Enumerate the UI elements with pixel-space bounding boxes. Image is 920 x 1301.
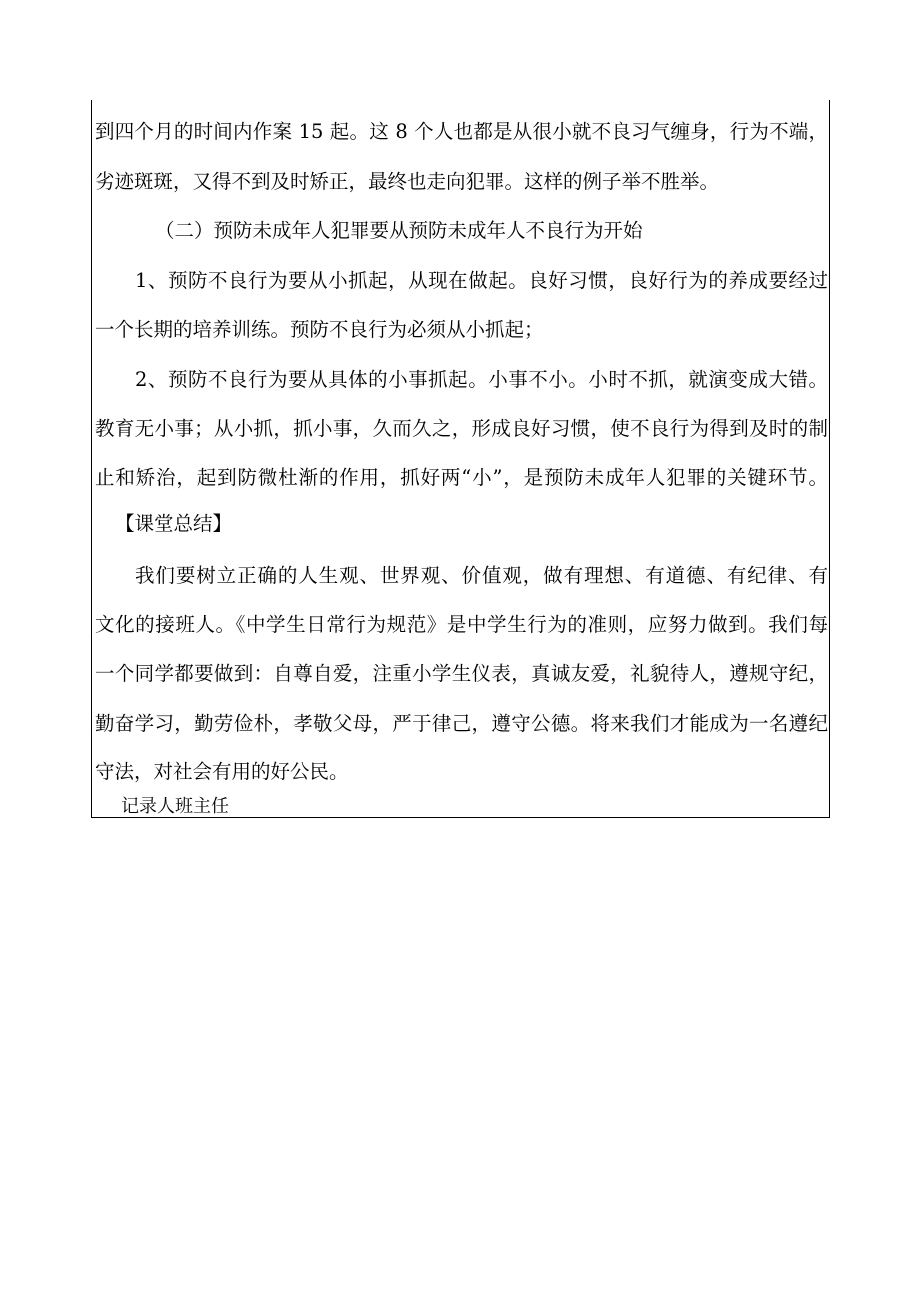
summary-line-1: 我们要树立正确的人生观、世界观、价值观，做有理想、有道德、有纪律、有 xyxy=(135,564,828,587)
paragraph-1-line-1: 到四个月的时间内作案 15 起。这 8 个人也都是从很小就不良习气缠身，行为不端， xyxy=(95,120,828,143)
summary-line-2: 文化的接班人。《中学生日常行为规范》是中学生行为的准则，应努力做到。我们每 xyxy=(95,613,828,636)
summary-line-3: 一个同学都要做到：自尊自爱，注重小学生仪表，真诚友爱，礼貌待人，遵规守纪， xyxy=(95,662,828,685)
item-1-line-2: 一个长期的培养训练。预防不良行为必须从小抓起； xyxy=(95,318,544,341)
summary-heading: 【课堂总结】 xyxy=(115,512,233,535)
item-2-line-2: 教育无小事；从小抓，抓小事，久而久之，形成良好习惯，使不良行为得到及时的制 xyxy=(95,417,828,440)
item-2-line-3: 止和矫治，起到防微杜渐的作用，抓好两“小”，是预防未成年人犯罪的关键环节。 xyxy=(95,466,828,489)
summary-line-5: 守法，对社会有用的好公民。 xyxy=(95,760,349,783)
document-table-frame xyxy=(91,100,830,818)
section-heading-2: （二）预防未成年人犯罪要从预防未成年人不良行为开始 xyxy=(155,219,643,242)
summary-line-4: 勤奋学习，勤劳俭朴，孝敬父母，严于律己，遵守公德。将来我们才能成为一名遵纪 xyxy=(95,712,828,735)
paragraph-1-line-2: 劣迹斑斑，又得不到及时矫正，最终也走向犯罪。这样的例子举不胜举。 xyxy=(95,170,720,193)
item-2-line-1: 2、预防不良行为要从具体的小事抓起。小事不小。小时不抓，就演变成大错。 xyxy=(135,368,828,391)
item-1-line-1: 1、预防不良行为要从小抓起，从现在做起。良好习惯，良好行为的养成要经过 xyxy=(135,269,828,292)
recorder-label: 记录人班主任 xyxy=(121,796,229,817)
